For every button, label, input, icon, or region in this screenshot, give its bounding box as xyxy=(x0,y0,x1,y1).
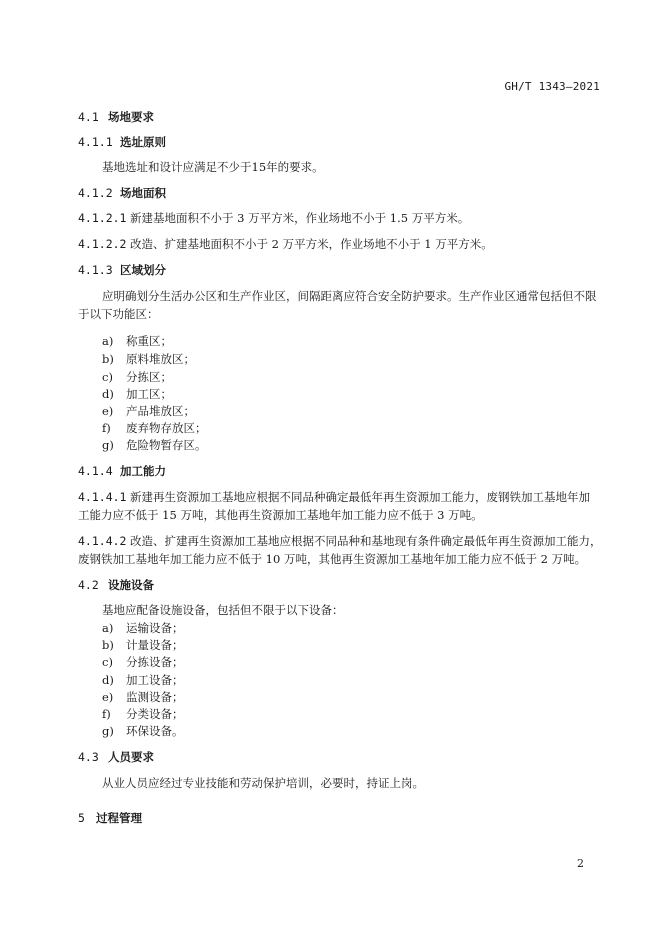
list-item xyxy=(102,723,184,739)
list-item xyxy=(102,369,172,385)
clause-text: 新建基地面积不小于 3 万平方米，作业场地不小于 1.5 万平方米。 xyxy=(130,211,470,225)
list-marker: b) xyxy=(102,638,114,652)
list-marker: g) xyxy=(102,438,114,452)
list-marker: b) xyxy=(102,352,114,366)
heading-number: 4.1.3 xyxy=(78,263,113,277)
clause-number: 4.1.4.2 xyxy=(78,534,127,548)
clause-number: 4.1.2.1 xyxy=(78,211,127,225)
heading-number: 5 xyxy=(78,811,85,825)
clause-number: 4.1.4.1 xyxy=(78,490,127,504)
list-item xyxy=(102,386,172,402)
heading-title: 场地面积 xyxy=(120,186,166,200)
list-item xyxy=(102,437,207,453)
list-marker: a) xyxy=(102,334,114,348)
heading-5 xyxy=(78,810,142,826)
heading-title: 设施设备 xyxy=(108,578,154,592)
list-text: 称重区； xyxy=(126,334,172,348)
heading-number: 4.1.2 xyxy=(78,186,113,200)
list-item xyxy=(102,689,184,705)
list-text: 分拣区； xyxy=(126,370,172,384)
list-text: 环保设备。 xyxy=(126,724,184,738)
list-item xyxy=(102,637,184,653)
page-number: 2 xyxy=(577,857,584,870)
heading-number: 4.1.4 xyxy=(78,464,113,478)
list-item xyxy=(102,420,207,436)
heading-4-1 xyxy=(78,109,154,125)
heading-number: 4.1 xyxy=(78,110,99,124)
list-text: 监测设备； xyxy=(126,690,184,704)
list-text: 运输设备； xyxy=(126,621,184,635)
list-item xyxy=(102,620,184,636)
list-text: 危险物暂存区。 xyxy=(126,438,207,452)
list-text: 产品堆放区； xyxy=(126,404,195,418)
heading-title: 加工能力 xyxy=(120,464,166,478)
list-item xyxy=(102,654,184,670)
list-text: 加工设备； xyxy=(126,673,184,687)
heading-title: 人员要求 xyxy=(108,750,154,764)
clause-text: 改造、扩建基地面积不小于 2 万平方米，作业场地不小于 1 万平方米。 xyxy=(130,237,493,251)
list-text: 分拣设备； xyxy=(126,655,184,669)
list-marker: e) xyxy=(102,404,114,418)
paragraph-4-2: 基地应配备设施设备，包括但不限于以下设备： xyxy=(102,603,344,617)
list-text: 原料堆放区； xyxy=(126,352,195,366)
paragraph-4-3: 从业人员应经过专业技能和劳动保护培训，必要时，持证上岗。 xyxy=(102,776,424,790)
heading-4-3 xyxy=(78,749,154,765)
list-text: 废弃物存放区； xyxy=(126,421,207,435)
heading-title: 场地要求 xyxy=(108,110,154,124)
clause-4-1-2-1 xyxy=(78,210,469,226)
list-marker: d) xyxy=(102,387,114,401)
heading-title: 选址原则 xyxy=(120,135,166,149)
clause-text: 新建再生资源加工基地应根据不同品种确定最低年再生资源加工能力，废钢铁加工基地年加 xyxy=(130,490,590,504)
clause-4-1-4-1 xyxy=(78,489,590,505)
standard-number: GH/T 1343—2021 xyxy=(504,80,600,93)
list-marker: g) xyxy=(102,724,114,738)
clause-number: 4.1.2.2 xyxy=(78,237,127,251)
heading-number: 4.3 xyxy=(78,750,99,764)
heading-title: 区域划分 xyxy=(120,263,166,277)
list-text: 计量设备； xyxy=(126,638,184,652)
heading-number: 4.1.1 xyxy=(78,135,113,149)
heading-4-1-3 xyxy=(78,262,166,278)
list-marker: a) xyxy=(102,621,114,635)
clause-4-1-2-2 xyxy=(78,236,493,252)
list-text: 分类设备； xyxy=(126,707,184,721)
list-item xyxy=(102,333,172,349)
paragraph-line: 应明确划分生活办公区和生产作业区，间隔距离应符合安全防护要求。生产作业区通常包括但不限 xyxy=(102,289,597,303)
heading-4-1-4 xyxy=(78,463,166,479)
list-marker: d) xyxy=(102,673,114,687)
heading-title: 过程管理 xyxy=(96,811,142,825)
list-marker: c) xyxy=(102,370,113,384)
list-marker: e) xyxy=(102,690,114,704)
list-marker: f) xyxy=(102,707,111,721)
paragraph-line: 于以下功能区： xyxy=(78,307,159,321)
heading-4-2 xyxy=(78,577,154,593)
list-item xyxy=(102,351,195,367)
heading-4-1-1 xyxy=(78,134,166,150)
paragraph-4-1-1: 基地选址和设计应满足不少于15年的要求。 xyxy=(102,160,324,174)
list-item xyxy=(102,403,195,419)
list-item xyxy=(102,672,184,688)
clause-continuation: 废钢铁加工基地年加工能力应不低于 10 万吨，其他再生资源加工基地年加工能力应不低于 2 万吨。 xyxy=(78,552,587,566)
list-text: 加工区； xyxy=(126,387,172,401)
heading-number: 4.2 xyxy=(78,578,99,592)
clause-4-1-4-2 xyxy=(78,533,602,549)
clause-continuation: 工能力应不低于 15 万吨，其他再生资源加工基地年加工能力应不低于 3 万吨。 xyxy=(78,508,483,522)
heading-4-1-2 xyxy=(78,185,166,201)
clause-text: 改造、扩建再生资源加工基地应根据不同品种和基地现有条件确定最低年再生资源加工能力， xyxy=(130,534,602,548)
list-marker: c) xyxy=(102,655,113,669)
list-item xyxy=(102,706,184,722)
list-marker: f) xyxy=(102,421,111,435)
